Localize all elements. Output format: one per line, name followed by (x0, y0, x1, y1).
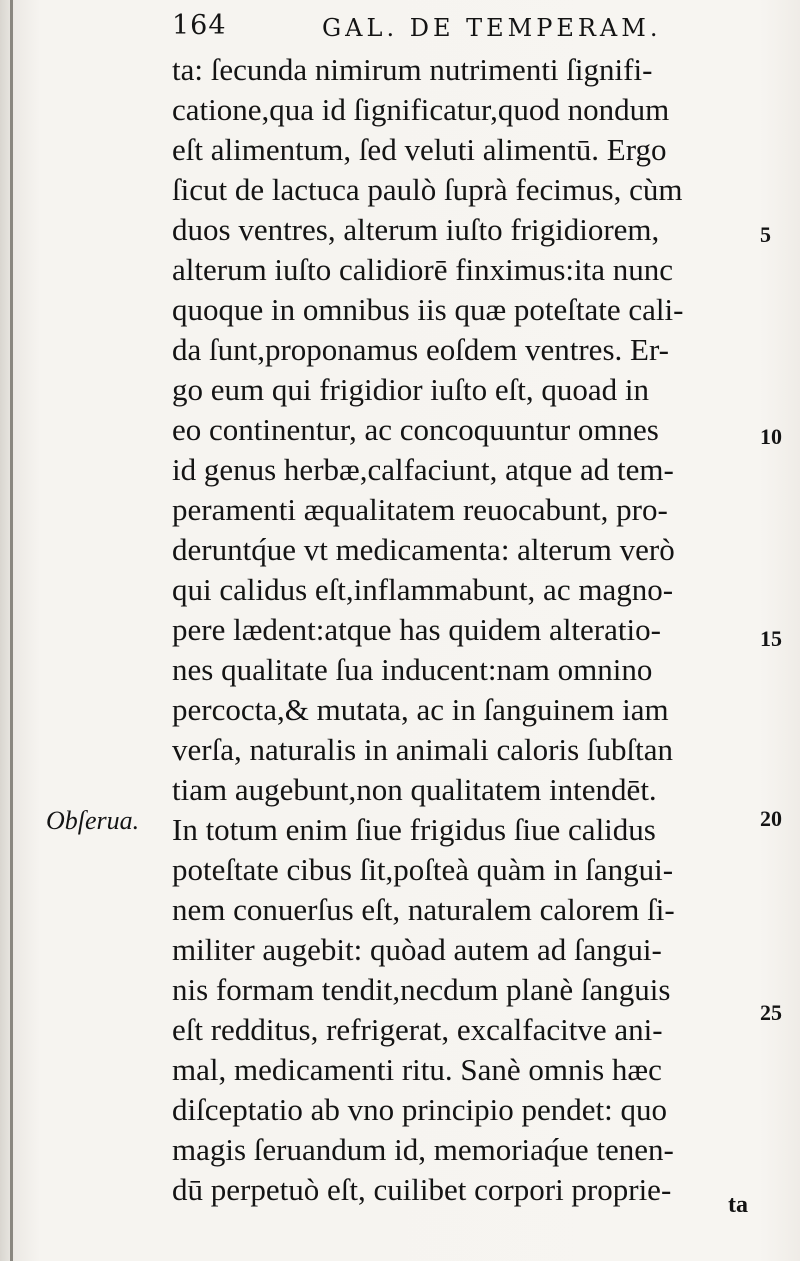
text-line: eſt redditus, refrigerat, excalfacitve ani- (172, 1012, 663, 1047)
text-line: pere lædent:atque has quidem alteratio- (172, 612, 661, 647)
text-line: id genus herbæ,calfaciunt, atque ad tem- (172, 452, 674, 487)
text-line: deruntq́ue vt medicamenta: alterum verò (172, 532, 675, 567)
text-line: eo continentur, ac concoquuntur omnes (172, 412, 659, 447)
text-line: eſt alimentum, ſed veluti alimentū. Ergo (172, 132, 667, 167)
text-line: diſceptatio ab vno principio pendet: quo (172, 1092, 668, 1127)
text-line: ſicut de lactuca paulò ſuprà fecimus, cùm (172, 172, 683, 207)
text-line: da ſunt,proponamus eoſdem ventres. Er- (172, 332, 669, 367)
line-number-25: 25 (760, 1000, 782, 1025)
text-line: poteſtate cibus ſit,poſteà quàm in ſangui- (172, 852, 674, 887)
text-line: alterum iuſto calidiorē finximus:ita nunc (172, 252, 674, 287)
line-number-5: 5 (760, 222, 771, 247)
line-number-15: 15 (760, 626, 782, 651)
text-line: militer augebit: quòad autem ad ſangui- (172, 932, 662, 967)
margin-note: Obſerua. (46, 806, 140, 835)
text-line: nes qualitate ſua inducent:nam omnino (172, 652, 653, 687)
page-gutter-edge (10, 0, 13, 1261)
running-title: GAL. DE TEMPERAM. (322, 14, 662, 42)
running-header (172, 6, 772, 46)
text-line: qui calidus eſt,inflammabunt, ac magno- (172, 572, 674, 607)
line-number-20: 20 (760, 806, 782, 831)
text-line: quoque in omnibus iis quæ poteſtate cali- (172, 292, 684, 327)
text-line: nem conuerſus eſt, naturalem calorem ſi- (172, 892, 675, 927)
text-line: percocta,& mutata, ac in ſanguinem iam (172, 692, 669, 727)
text-line: In totum enim ſiue frigidus ſiue calidus (172, 812, 656, 847)
text-line: go eum qui frigidior iuſto eſt, quoad in (172, 372, 649, 407)
text-line: nis formam tendit,necdum planè ſanguis (172, 972, 671, 1007)
catchword: ta (728, 1192, 748, 1218)
text-line: verſa, naturalis in animali caloris ſubſtan (172, 732, 674, 767)
text-line: duos ventres, alterum iuſto frigidiorem, (172, 212, 660, 247)
text-line: tiam augebunt,non qualitatem intendēt. (172, 772, 657, 807)
text-line: peramenti æqualitatem reuocabunt, pro- (172, 492, 668, 527)
text-line: ta: ſecunda nimirum nutrimenti ſignifi- (172, 52, 653, 87)
page-number: 164 (172, 10, 227, 41)
line-number-10: 10 (760, 424, 782, 449)
text-line: dū perpetuò eſt, cuilibet corpori proprie- (172, 1172, 672, 1207)
text-line: mal, medicamenti ritu. Sanè omnis hæc (172, 1052, 662, 1087)
text-line: catione,qua id ſignificatur,quod nondum (172, 92, 670, 127)
text-line: magis ſeruandum id, memoriaq́ue tenen- (172, 1132, 674, 1167)
